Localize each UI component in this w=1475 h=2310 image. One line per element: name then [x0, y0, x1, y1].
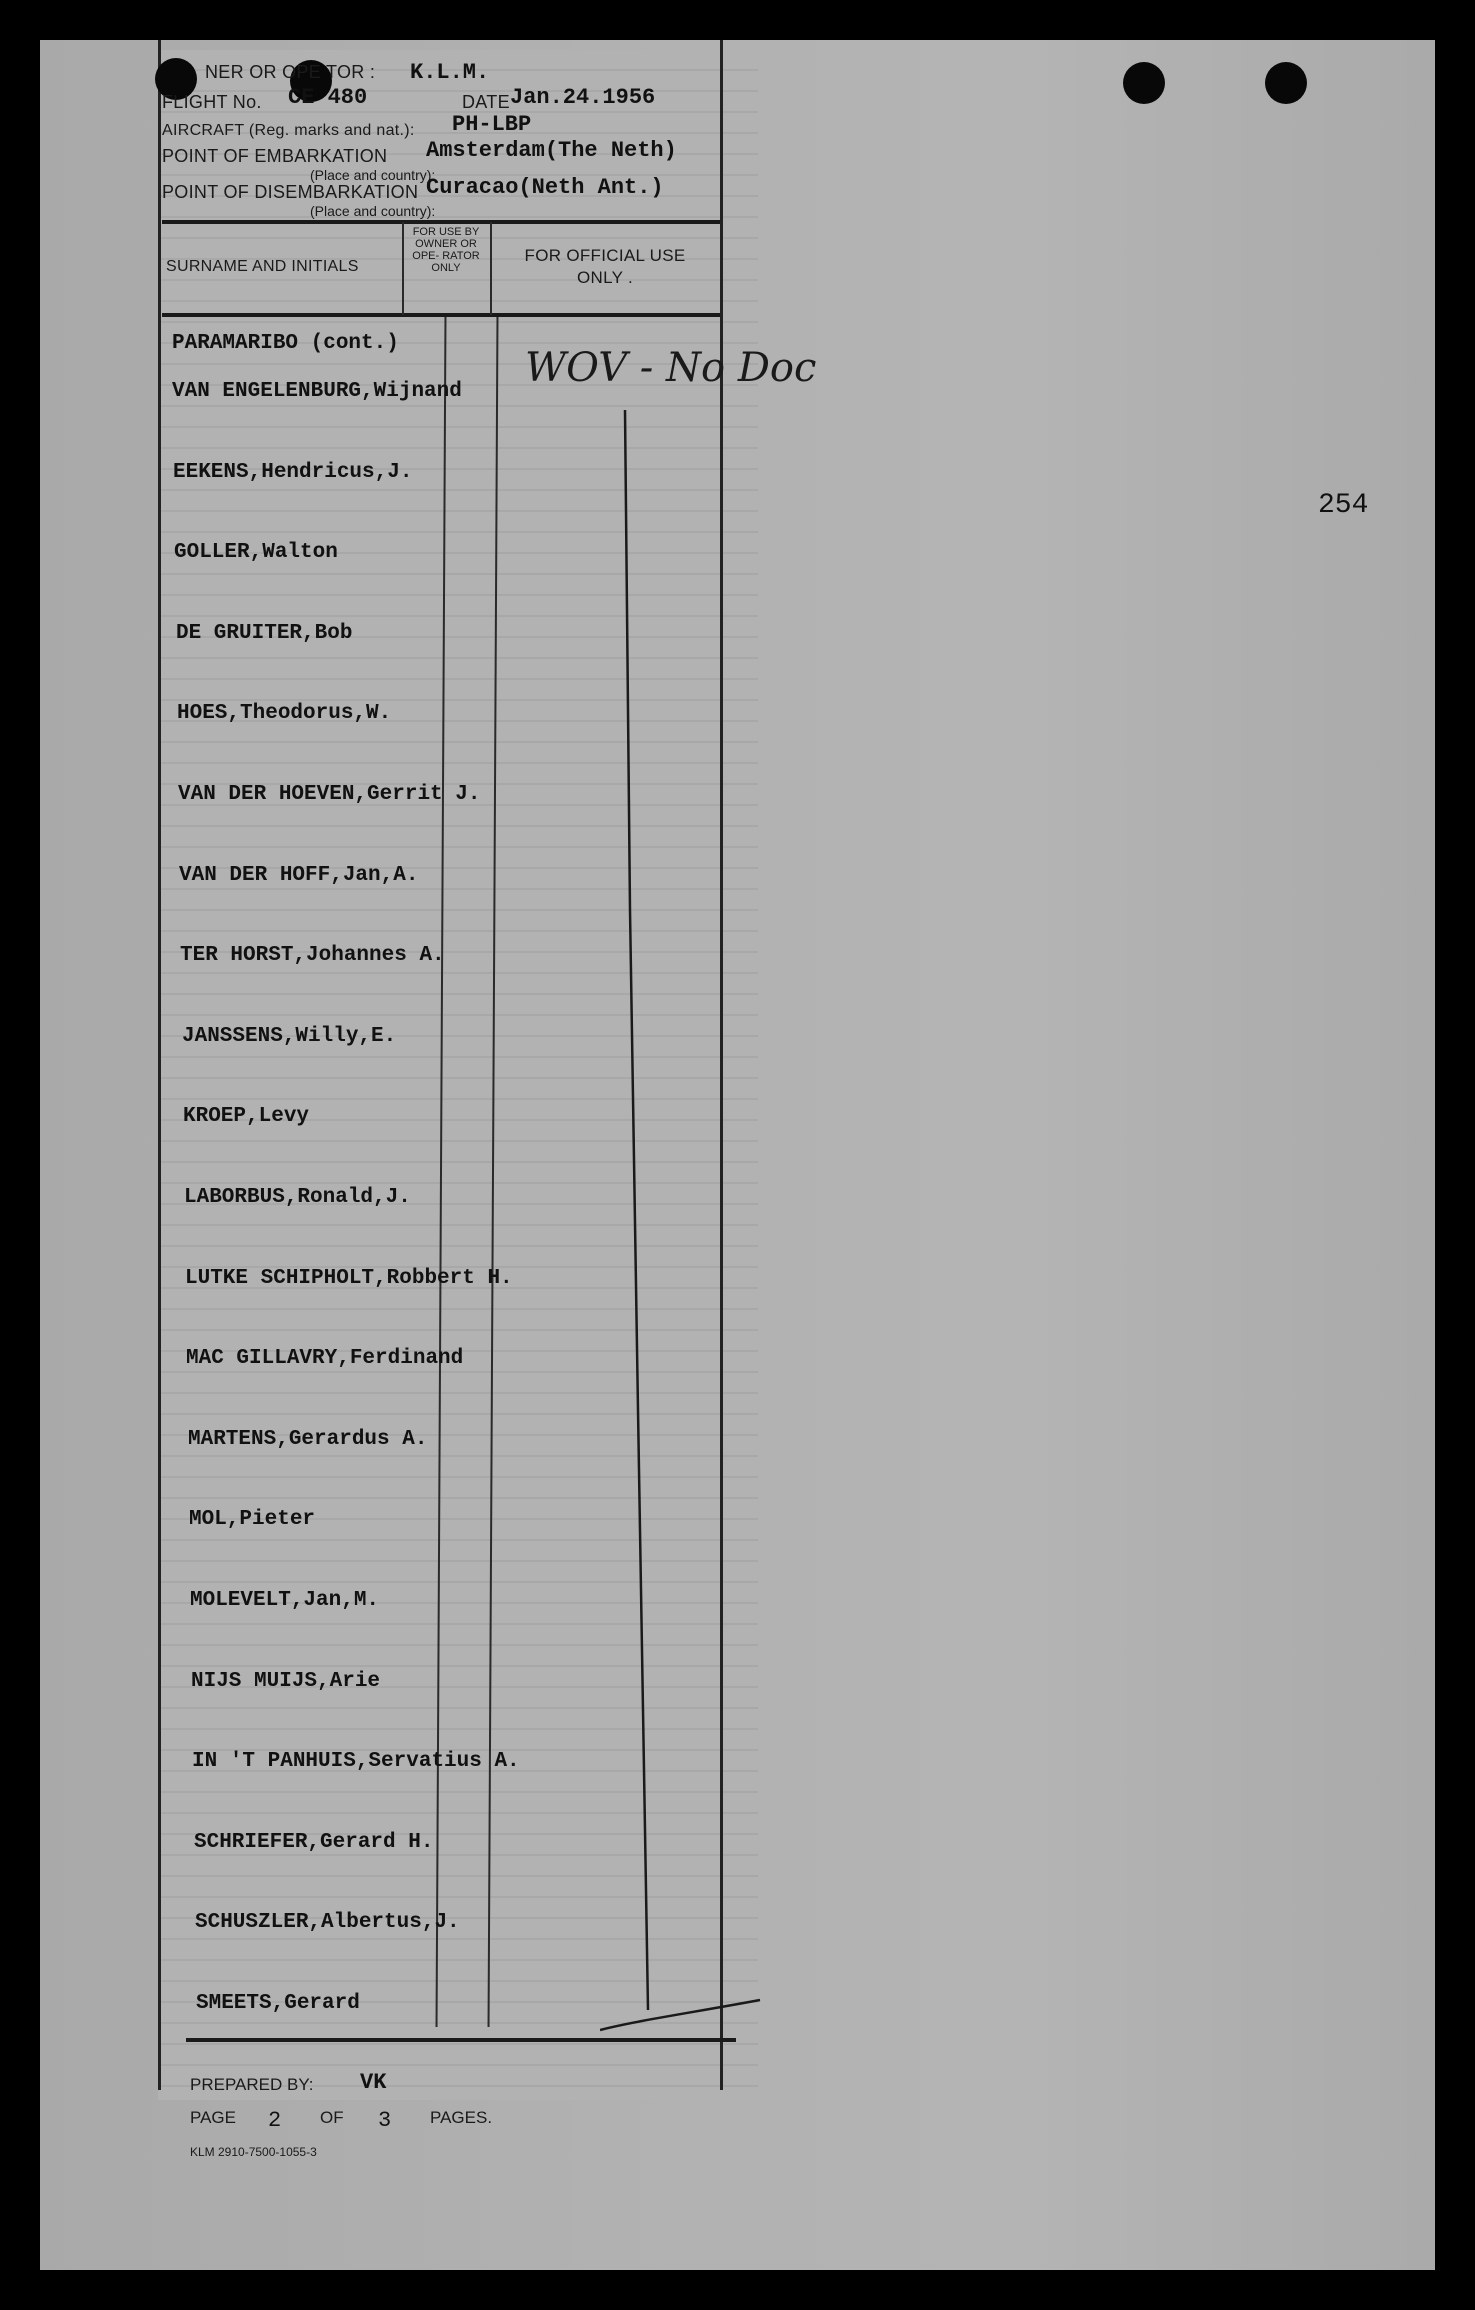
disembarkation-value: Curacao(Neth Ant.)	[426, 175, 664, 200]
page-stamp-number: 254	[1318, 490, 1369, 521]
col-official-header: FOR OFFICIAL USE ONLY .	[524, 246, 686, 287]
header-divider-2	[490, 222, 492, 315]
form-bottom-rule	[186, 2038, 736, 2042]
document-sheet	[40, 40, 1435, 2270]
passenger-name: HOES,Theodorus,W.	[177, 702, 392, 725]
header-divider-1	[402, 222, 404, 315]
aircraft-value: PH-LBP	[452, 112, 532, 137]
prepared-by-label: PREPARED BY:	[190, 2075, 314, 2094]
passenger-name: JANSSENS,Willy,E.	[182, 1025, 397, 1048]
flight-label: FLIGHT No.	[162, 92, 262, 112]
place-country-note-2: (Place and country):	[310, 203, 436, 219]
passenger-name: VAN DER HOEVEN,Gerrit J.	[178, 783, 481, 806]
passenger-name: MOL,Pieter	[189, 1508, 316, 1531]
handwritten-bracket	[600, 410, 780, 2050]
passenger-name: EEKENS,Hendricus,J.	[173, 461, 413, 484]
header-rule-top	[162, 220, 720, 224]
embarkation-label: POINT OF EMBARKATION	[162, 146, 388, 166]
page-total: 3	[378, 2108, 392, 2133]
passenger-name: KROEP,Levy	[183, 1105, 310, 1128]
header-rule-bottom	[162, 313, 720, 317]
passenger-name: SMEETS,Gerard	[196, 1992, 360, 2015]
passenger-name: SCHRIEFER,Gerard H.	[194, 1831, 434, 1854]
date-label: DATE	[462, 92, 510, 112]
owner-value: K.L.M.	[410, 60, 490, 85]
passenger-name: VAN ENGELENBURG,Wijnand	[172, 380, 462, 403]
passenger-name: DE GRUITER,Bob	[176, 622, 353, 645]
col-surname-header: SURNAME AND INITIALS	[166, 258, 359, 275]
date-value: Jan.24.1956	[510, 85, 656, 110]
aircraft-label: AIRCRAFT (Reg. marks and nat.):	[162, 122, 415, 139]
form-border-left	[158, 40, 161, 2090]
place-country-note-1: (Place and country):	[310, 167, 436, 183]
prepared-by-value: VK	[360, 2070, 387, 2095]
passenger-name: SCHUSZLER,Albertus,J.	[195, 1911, 460, 1934]
passenger-name: MARTENS,Gerardus A.	[188, 1428, 428, 1451]
form-code: KLM 2910-7500-1055-3	[190, 2145, 317, 2159]
passenger-name: MAC GILLAVRY,Ferdinand	[186, 1347, 464, 1370]
handwritten-note: WOV - No Doc	[525, 345, 817, 391]
passenger-name: LUTKE SCHIPHOLT,Robbert H.	[185, 1267, 513, 1290]
page-current: 2	[268, 2108, 282, 2133]
disembarkation-label: POINT OF DISEMBARKATION	[162, 182, 419, 202]
owner-label: NER OR OPE TOR :	[205, 62, 376, 82]
passenger-name: TER HORST,Johannes A.	[180, 944, 445, 967]
punch-hole-4	[1265, 62, 1307, 104]
section-heading: PARAMARIBO (cont.)	[172, 332, 399, 355]
passenger-name: NIJS MUIJS,Arie	[191, 1670, 381, 1693]
embarkation-value: Amsterdam(The Neth)	[426, 138, 677, 163]
punch-hole-3	[1123, 62, 1165, 104]
passenger-name: LABORBUS,Ronald,J.	[184, 1186, 411, 1209]
pages-label: PAGES.	[430, 2108, 493, 2127]
col-owner-use-header: FOR USE BY OWNER OR OPE- RATOR ONLY	[412, 226, 480, 274]
passenger-name: GOLLER,Walton	[174, 541, 338, 564]
page-label: PAGE	[190, 2108, 236, 2127]
passenger-name: MOLEVELT,Jan,M.	[190, 1589, 380, 1612]
passenger-name: VAN DER HOFF,Jan,A.	[179, 864, 419, 887]
passenger-name: IN 'T PANHUIS,Servatius A.	[192, 1750, 520, 1773]
of-label: OF	[320, 2108, 344, 2127]
flight-value: CE 480	[288, 85, 368, 110]
